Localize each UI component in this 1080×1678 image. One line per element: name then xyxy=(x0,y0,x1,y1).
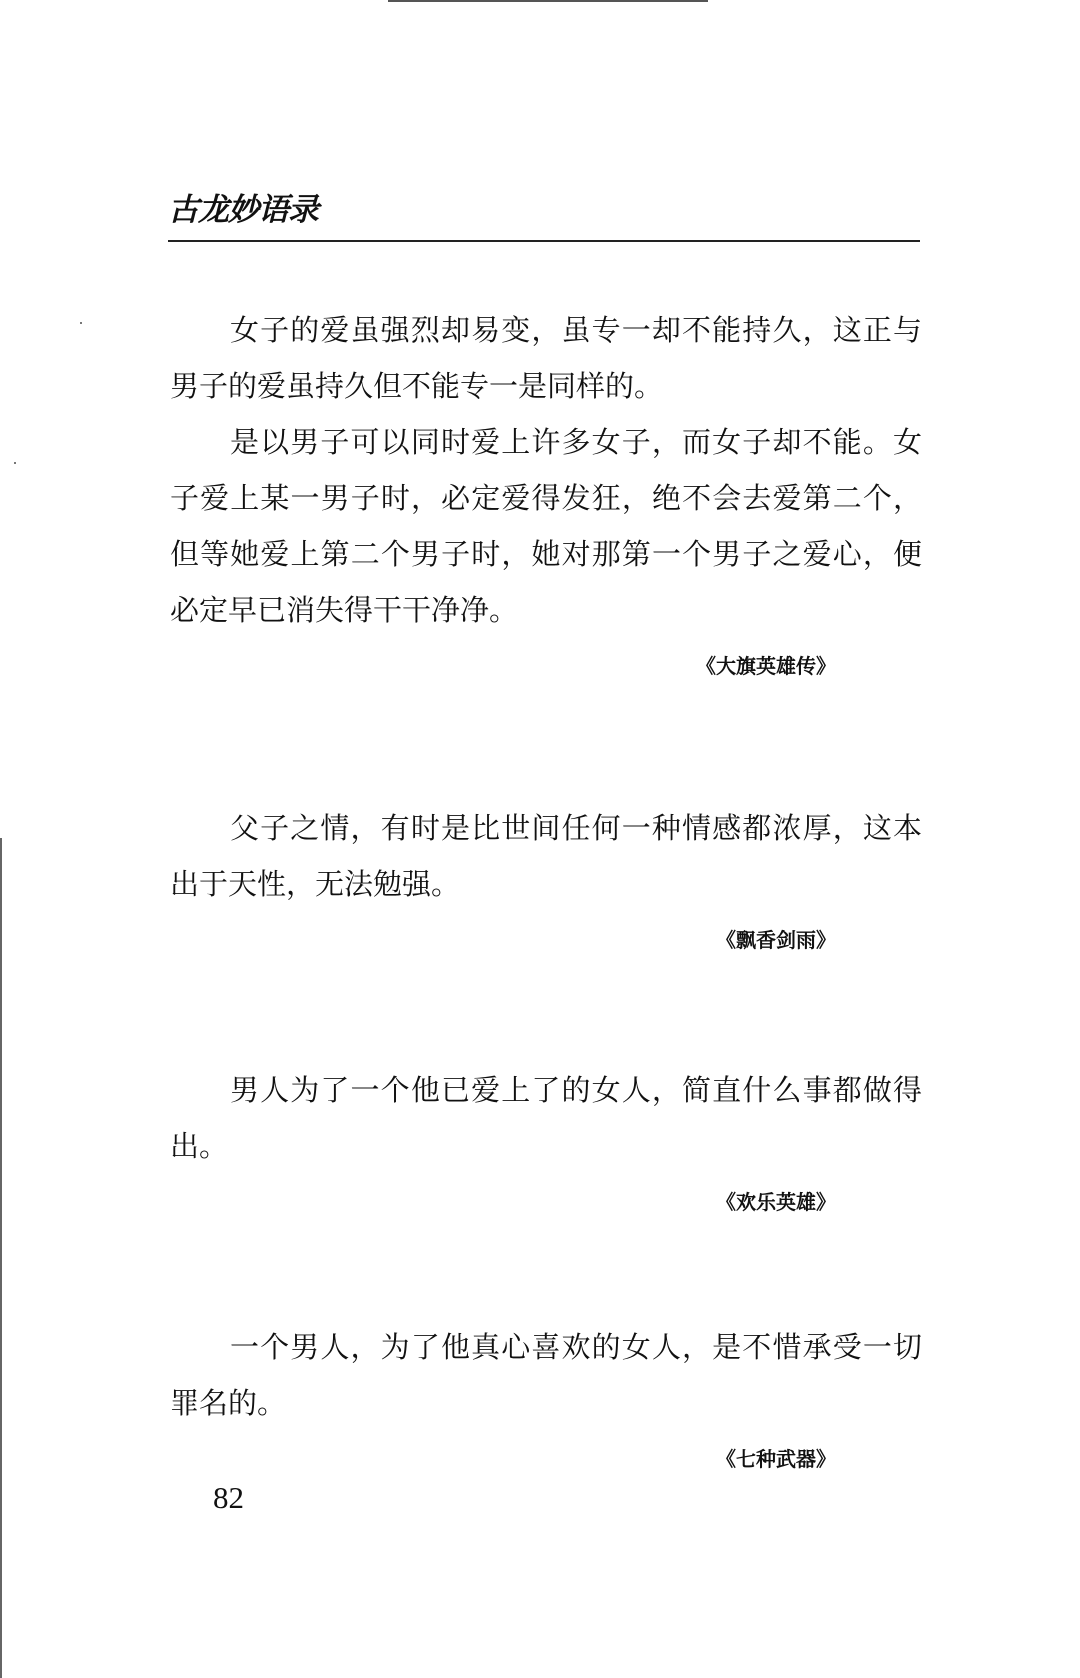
running-header xyxy=(168,190,920,230)
scan-speck xyxy=(80,322,82,324)
quote-entry xyxy=(170,1062,922,1215)
header-rule xyxy=(168,240,920,242)
page-number: 82 xyxy=(213,1480,244,1515)
book-title: 古龙妙语录 xyxy=(168,192,318,228)
quote-paragraph: 是以男子可以同时爱上许多女子，而女子却不能。女子爱上某一男子时，必定爱得发狂，绝不会去爱第二个，但等她爱上第二个男子时，她对那第一个男子之爱心，便必定早已消失得干干净净。 xyxy=(170,425,922,627)
quote-paragraph: 女子的爱虽强烈却易变，虽专一却不能持久，这正与男子的爱虽持久但不能专一是同样的。 xyxy=(170,313,922,403)
quote-source: 《欢乐英雄》 xyxy=(716,1190,836,1214)
quote-source: 《七种武器》 xyxy=(716,1447,836,1471)
quote-paragraph: 父子之情，有时是比世间任何一种情感都浓厚，这本出于天性，无法勉强。 xyxy=(170,811,922,901)
scan-top-rule xyxy=(388,0,708,2)
quote-source: 《飘香剑雨》 xyxy=(716,928,836,952)
quote-entry xyxy=(170,302,922,679)
scan-left-edge xyxy=(0,838,2,1678)
quote-paragraph: 一个男人，为了他真心喜欢的女人，是不惜承受一切罪名的。 xyxy=(170,1330,922,1420)
quote-entry xyxy=(170,1319,922,1472)
quote-source: 《大旗英雄传》 xyxy=(696,654,836,678)
quote-entry xyxy=(170,800,922,953)
quote-paragraph: 男人为了一个他已爱上了的女人，简直什么事都做得出。 xyxy=(170,1073,922,1163)
scan-speck xyxy=(14,462,16,464)
